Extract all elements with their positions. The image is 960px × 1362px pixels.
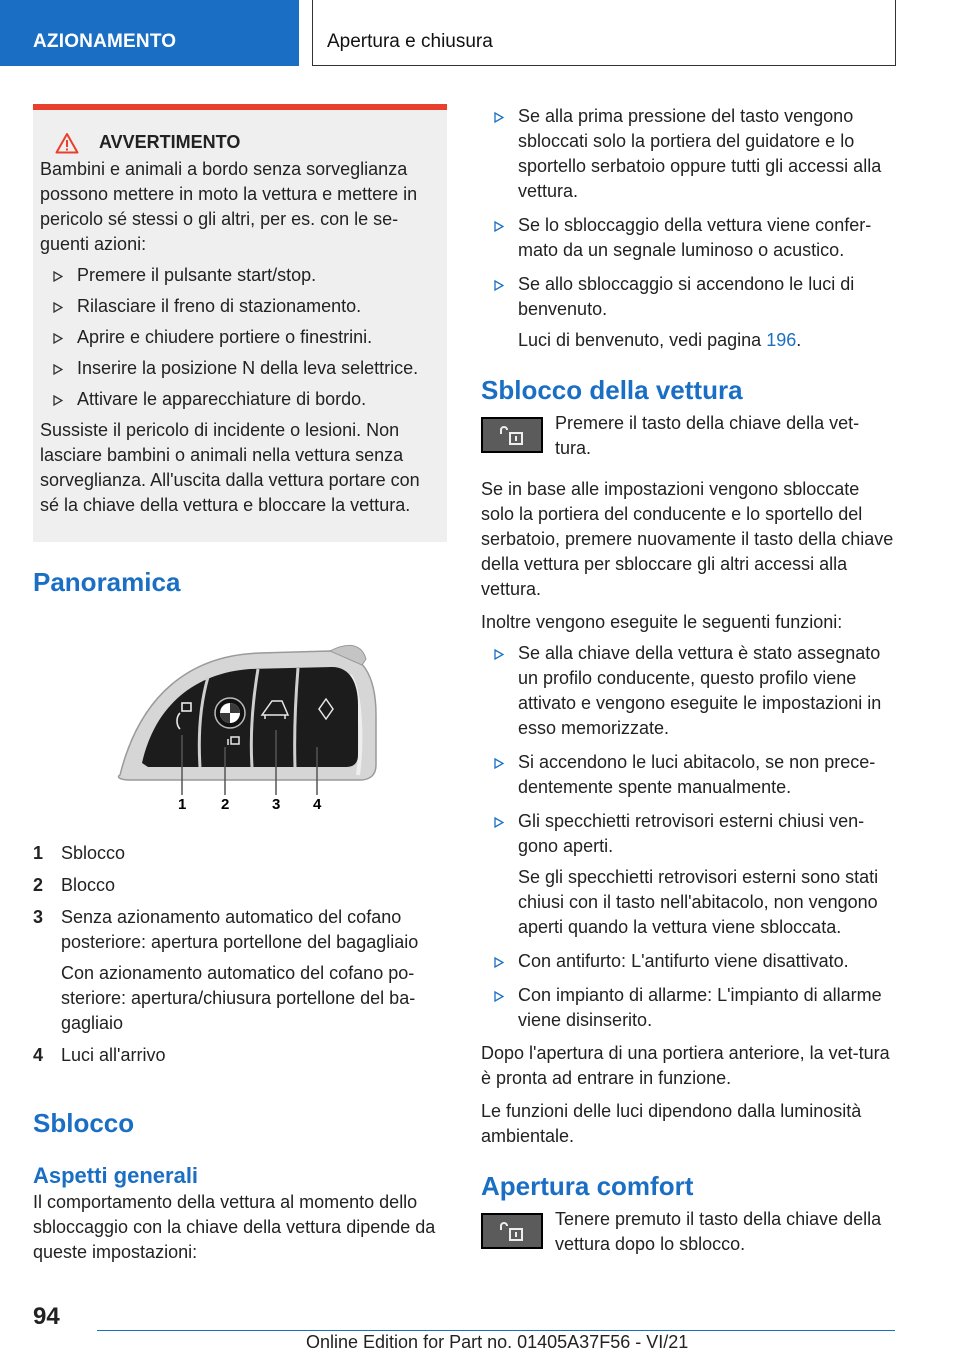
- list-item: Inserire la posizione N della leva selettrice.: [40, 356, 439, 381]
- comfort-instruction: [481, 1207, 895, 1257]
- list-item: Se alla chiave della vettura è stato assegnato un profilo conducente, questo profilo viene attivato e vengono eseguite le impostazioni in esso memorizzate.: [481, 641, 895, 741]
- right-column: [481, 104, 895, 1257]
- triangle-bullet-icon: [53, 271, 63, 282]
- unlock-icon: [497, 424, 527, 446]
- legend-item: 2 Blocco: [33, 875, 116, 895]
- triangle-bullet-icon: [494, 758, 504, 769]
- callout-1: 1: [178, 796, 187, 810]
- list-item: Rilasciare il freno di stazionamento.: [40, 294, 439, 319]
- triangle-bullet-icon: [53, 395, 63, 406]
- warning-box: [33, 104, 447, 542]
- section-tab: AZIONAMENTO: [0, 0, 299, 66]
- triangle-bullet-icon: [53, 333, 63, 344]
- triangle-bullet-icon: [494, 280, 504, 291]
- triangle-bullet-icon: [494, 991, 504, 1002]
- triangle-bullet-icon: [494, 649, 504, 660]
- legend-item: 4 Luci all'arrivo: [33, 1045, 166, 1065]
- unlock-key-button: [481, 1213, 543, 1249]
- comfort-heading: Apertura comfort: [481, 1171, 694, 1201]
- list-item: Se allo sbloccaggio si accendono le luci di benvenuto. Luci di benvenuto, vedi pagina 196.: [481, 272, 895, 353]
- triangle-bullet-icon: [53, 364, 63, 375]
- page-number: 94: [33, 1303, 60, 1330]
- callout-3: 3: [272, 796, 281, 810]
- triangle-bullet-icon: [494, 221, 504, 232]
- legend-item: 1 Sblocco: [33, 843, 126, 863]
- vehicle-unlock-heading: Sblocco della vettura: [481, 375, 743, 405]
- list-item: Con impianto di allarme: L'impianto di allarme viene disinserito.: [481, 983, 895, 1033]
- warning-title: AVVERTIMENTO: [99, 132, 241, 152]
- warning-triangle-icon: [55, 132, 79, 154]
- functions-list: [481, 641, 895, 1033]
- left-column: [33, 104, 447, 1265]
- general-subheading: Aspetti generali: [33, 1163, 199, 1188]
- triangle-bullet-icon: [494, 817, 504, 828]
- triangle-bullet-icon: [53, 302, 63, 313]
- list-item: Se lo sbloccaggio della vettura viene confer-mato da un segnale luminoso o acustico.: [481, 213, 895, 263]
- paragraph: Dopo l'apertura di una portiera anteriore, la vet-tura è pronta ad entrare in funzione.: [481, 1043, 890, 1088]
- welcome-reference: Luci di benvenuto, vedi pagina 196.: [518, 330, 802, 350]
- triangle-bullet-icon: [494, 112, 504, 123]
- warning-heading: [40, 130, 439, 155]
- legend-item: 3 Senza azionamento automatico del cofano posteriore: apertura portellone del bagagliaio Con azionamento automatico del cofano po-steriore: apertura/chiusura portellone del ba-gagliaio: [33, 907, 419, 1033]
- callout-4: 4: [313, 796, 322, 810]
- list-item: Si accendono le luci abitacolo, se non prece-dentemente spente manualmente.: [481, 750, 895, 800]
- bmw-logo-icon: [215, 698, 245, 728]
- comfort-text: Tenere premuto il tasto della chiave della vettura dopo lo sblocco.: [555, 1209, 882, 1254]
- list-item: Premere il pulsante start/stop.: [40, 263, 439, 288]
- figure-legend: [33, 841, 447, 1068]
- paragraph: Se in base alle impostazioni vengono sbloccate solo la portiera del conducente e lo sportello del serbatoio, premere nuovamente il tasto della chiave della vettura per sbloccare gli altri accessi alla vettura.: [481, 479, 894, 599]
- unlock-icon: [497, 1220, 527, 1242]
- unlock-button-instruction: [481, 411, 895, 461]
- footer-divider: [97, 1330, 895, 1331]
- paragraph: Le funzioni delle luci dipendono dalla luminosità ambientale.: [481, 1101, 862, 1146]
- footer-edition: Online Edition for Part no. 01405A37F56 - VI/21: [306, 1332, 689, 1352]
- callout-2: 2: [221, 796, 230, 810]
- general-text: Il comportamento della vettura al momento dello sbloccaggio con la chiave della vettura dipende da queste impostazioni:: [33, 1192, 436, 1262]
- list-item: Gli specchietti retrovisori esterni chiusi ven-gono aperti. Se gli specchietti retrovisori esterni sono stati chiusi con il tasto nell'abitacolo, non vengono aperti quando la vettura viene sbloccata.: [481, 809, 895, 940]
- list-item: Aprire e chiudere portiere o finestrini.: [40, 325, 439, 350]
- list-item: Se alla prima pressione del tasto vengono sbloccati solo la portiera del guidatore e lo sportello serbatoio oppure tutti gli accessi alla vettura.: [481, 104, 895, 204]
- paragraph: Inoltre vengono eseguite le seguenti funzioni:: [481, 612, 843, 632]
- chapter-title: Apertura e chiusura: [312, 0, 896, 66]
- warning-list: [40, 263, 439, 412]
- warning-intro: Bambini e animali a bordo senza sorveglianza possono mettere in moto la vettura e mettere in pericolo sé stessi o gli altri, per es. con le se-guenti azioni:: [40, 159, 418, 254]
- key-fob-illustration: [100, 635, 381, 810]
- warning-outro: Sussiste il pericolo di incidente o lesioni. Non lasciare bambini o animali nella vettura senza sorveglianza. All'uscita dalla vettura portare con sé la chiave della vettura e bloccare la vettura.: [40, 420, 420, 515]
- unlock-heading: Sblocco: [33, 1108, 135, 1138]
- page-link[interactable]: 196: [766, 330, 797, 350]
- list-item: Attivare le apparecchiature di bordo.: [40, 387, 439, 412]
- list-item: Con antifurto: L'antifurto viene disattivato.: [481, 949, 895, 974]
- press-text: Premere il tasto della chiave della vet-tura.: [555, 413, 860, 458]
- overview-heading: Panoramica: [33, 567, 181, 597]
- triangle-bullet-icon: [494, 957, 504, 968]
- settings-list: [481, 104, 895, 353]
- unlock-key-button: [481, 417, 543, 453]
